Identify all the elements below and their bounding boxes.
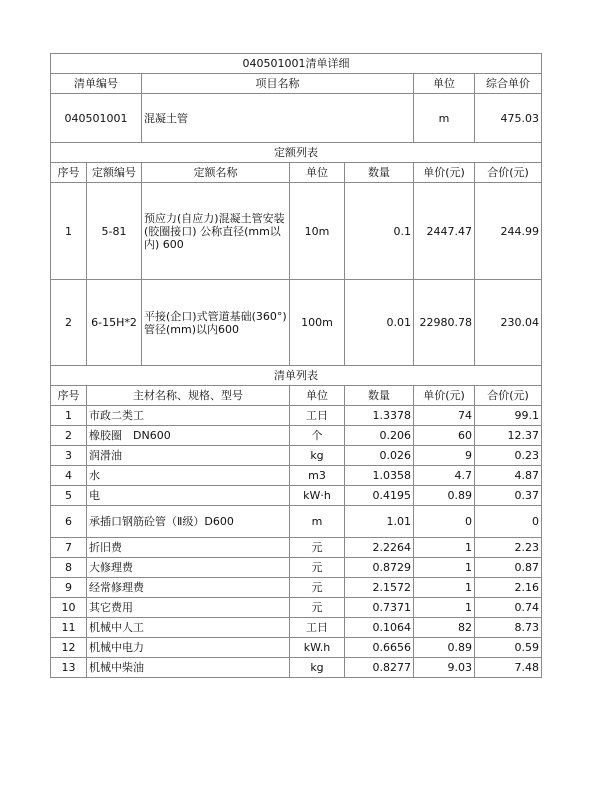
material-row xyxy=(51,598,542,618)
material-seq: 10 xyxy=(51,598,87,618)
quota-code: 5-81 xyxy=(87,183,142,280)
material-seq: 8 xyxy=(51,558,87,578)
material-qty: 0.8277 xyxy=(345,658,414,678)
quota-header-code: 定额编号 xyxy=(87,163,142,183)
material-total: 2.16 xyxy=(475,578,542,598)
material-seq: 2 xyxy=(51,426,87,446)
material-qty: 0.206 xyxy=(345,426,414,446)
material-unit-price: 9 xyxy=(414,446,475,466)
material-unit-price: 74 xyxy=(414,406,475,426)
material-row xyxy=(51,466,542,486)
material-seq: 12 xyxy=(51,638,87,658)
material-name: 经常修理费 xyxy=(87,578,290,598)
material-unit-price: 9.03 xyxy=(414,658,475,678)
quota-unit-price: 22980.78 xyxy=(414,280,475,366)
material-qty: 1.01 xyxy=(345,506,414,538)
material-total: 2.23 xyxy=(475,538,542,558)
summary-code: 040501001 xyxy=(51,94,142,143)
quota-name: 预应力(自应力)混凝土管安装(胶圈接口) 公称直径(mm以内) 600 xyxy=(142,183,290,280)
quota-row xyxy=(51,280,542,366)
material-qty: 0.7371 xyxy=(345,598,414,618)
quota-seq: 1 xyxy=(51,183,87,280)
material-seq: 6 xyxy=(51,506,87,538)
material-name: 机械中电力 xyxy=(87,638,290,658)
quota-header-qty: 数量 xyxy=(345,163,414,183)
material-header-name: 主材名称、规格、型号 xyxy=(87,386,290,406)
quota-seq: 2 xyxy=(51,280,87,366)
material-row xyxy=(51,578,542,598)
material-total: 12.37 xyxy=(475,426,542,446)
material-unit: m xyxy=(290,506,345,538)
material-unit: 元 xyxy=(290,578,345,598)
material-seq: 5 xyxy=(51,486,87,506)
material-row xyxy=(51,618,542,638)
material-total: 0.87 xyxy=(475,558,542,578)
quota-name: 平接(企口)式管道基础(360°) 管径(mm)以内600 xyxy=(142,280,290,366)
material-header-total: 合价(元) xyxy=(475,386,542,406)
material-row xyxy=(51,638,542,658)
material-total: 0.74 xyxy=(475,598,542,618)
summary-name: 混凝土管 xyxy=(142,94,414,143)
material-seq: 9 xyxy=(51,578,87,598)
summary-header-unit: 单位 xyxy=(414,74,475,94)
material-qty: 2.2264 xyxy=(345,538,414,558)
material-name: 水 xyxy=(87,466,290,486)
summary-unit: m xyxy=(414,94,475,143)
material-seq: 13 xyxy=(51,658,87,678)
quota-unit: 10m xyxy=(290,183,345,280)
quota-total: 244.99 xyxy=(475,183,542,280)
material-qty: 0.6656 xyxy=(345,638,414,658)
material-unit-price: 1 xyxy=(414,598,475,618)
quota-qty: 0.01 xyxy=(345,280,414,366)
material-row xyxy=(51,658,542,678)
material-section-title: 清单列表 xyxy=(51,366,542,386)
material-row xyxy=(51,506,542,538)
material-unit-price: 1 xyxy=(414,538,475,558)
material-total: 0 xyxy=(475,506,542,538)
summary-price: 475.03 xyxy=(475,94,542,143)
material-seq: 7 xyxy=(51,538,87,558)
material-total: 0.23 xyxy=(475,446,542,466)
material-row xyxy=(51,538,542,558)
material-unit: 工日 xyxy=(290,618,345,638)
quota-unit-price: 2447.47 xyxy=(414,183,475,280)
table-title: 040501001清单详细 xyxy=(51,54,542,74)
material-name: 大修理费 xyxy=(87,558,290,578)
material-name: 机械中柴油 xyxy=(87,658,290,678)
material-total: 7.48 xyxy=(475,658,542,678)
material-unit: m3 xyxy=(290,466,345,486)
material-unit-price: 0 xyxy=(414,506,475,538)
material-qty: 0.4195 xyxy=(345,486,414,506)
material-unit-price: 0.89 xyxy=(414,638,475,658)
material-header-unit-price: 单价(元) xyxy=(414,386,475,406)
material-seq: 4 xyxy=(51,466,87,486)
quota-section-title: 定额列表 xyxy=(51,143,542,163)
summary-header-code: 清单编号 xyxy=(51,74,142,94)
material-seq: 3 xyxy=(51,446,87,466)
material-header-unit: 单位 xyxy=(290,386,345,406)
material-name: 电 xyxy=(87,486,290,506)
material-qty: 0.026 xyxy=(345,446,414,466)
material-unit: 元 xyxy=(290,538,345,558)
quota-header-unit-price: 单价(元) xyxy=(414,163,475,183)
bill-detail-table xyxy=(50,53,542,678)
material-unit: 工日 xyxy=(290,406,345,426)
material-name: 其它费用 xyxy=(87,598,290,618)
material-unit: kW·h xyxy=(290,486,345,506)
material-total: 99.1 xyxy=(475,406,542,426)
material-qty: 2.1572 xyxy=(345,578,414,598)
material-unit-price: 0.89 xyxy=(414,486,475,506)
material-unit: kg xyxy=(290,658,345,678)
material-unit: kW.h xyxy=(290,638,345,658)
material-unit: 元 xyxy=(290,598,345,618)
material-total: 0.37 xyxy=(475,486,542,506)
material-name: 润滑油 xyxy=(87,446,290,466)
material-seq: 1 xyxy=(51,406,87,426)
quota-header-total: 合价(元) xyxy=(475,163,542,183)
material-qty: 1.0358 xyxy=(345,466,414,486)
material-name: 机械中人工 xyxy=(87,618,290,638)
material-total: 0.59 xyxy=(475,638,542,658)
quota-unit: 100m xyxy=(290,280,345,366)
quota-header-name: 定额名称 xyxy=(142,163,290,183)
material-qty: 0.8729 xyxy=(345,558,414,578)
material-row xyxy=(51,486,542,506)
quota-header-unit: 单位 xyxy=(290,163,345,183)
material-row xyxy=(51,446,542,466)
material-name: 橡胶圈 DN600 xyxy=(87,426,290,446)
material-unit: kg xyxy=(290,446,345,466)
quota-header-seq: 序号 xyxy=(51,163,87,183)
material-header-qty: 数量 xyxy=(345,386,414,406)
summary-header-price: 综合单价 xyxy=(475,74,542,94)
material-seq: 11 xyxy=(51,618,87,638)
material-unit: 元 xyxy=(290,558,345,578)
material-header-seq: 序号 xyxy=(51,386,87,406)
material-name: 承插口钢筋砼管（Ⅱ级）D600 xyxy=(87,506,290,538)
material-unit-price: 82 xyxy=(414,618,475,638)
material-unit-price: 1 xyxy=(414,558,475,578)
material-name: 市政二类工 xyxy=(87,406,290,426)
quota-total: 230.04 xyxy=(475,280,542,366)
quota-code: 6-15H*2 xyxy=(87,280,142,366)
material-row xyxy=(51,406,542,426)
material-row xyxy=(51,426,542,446)
material-unit-price: 1 xyxy=(414,578,475,598)
material-qty: 0.1064 xyxy=(345,618,414,638)
quota-row xyxy=(51,183,542,280)
material-unit: 个 xyxy=(290,426,345,446)
quota-qty: 0.1 xyxy=(345,183,414,280)
material-unit-price: 60 xyxy=(414,426,475,446)
material-total: 8.73 xyxy=(475,618,542,638)
summary-header-name: 项目名称 xyxy=(142,74,414,94)
material-name: 折旧费 xyxy=(87,538,290,558)
material-total: 4.87 xyxy=(475,466,542,486)
material-unit-price: 4.7 xyxy=(414,466,475,486)
material-row xyxy=(51,558,542,578)
material-qty: 1.3378 xyxy=(345,406,414,426)
